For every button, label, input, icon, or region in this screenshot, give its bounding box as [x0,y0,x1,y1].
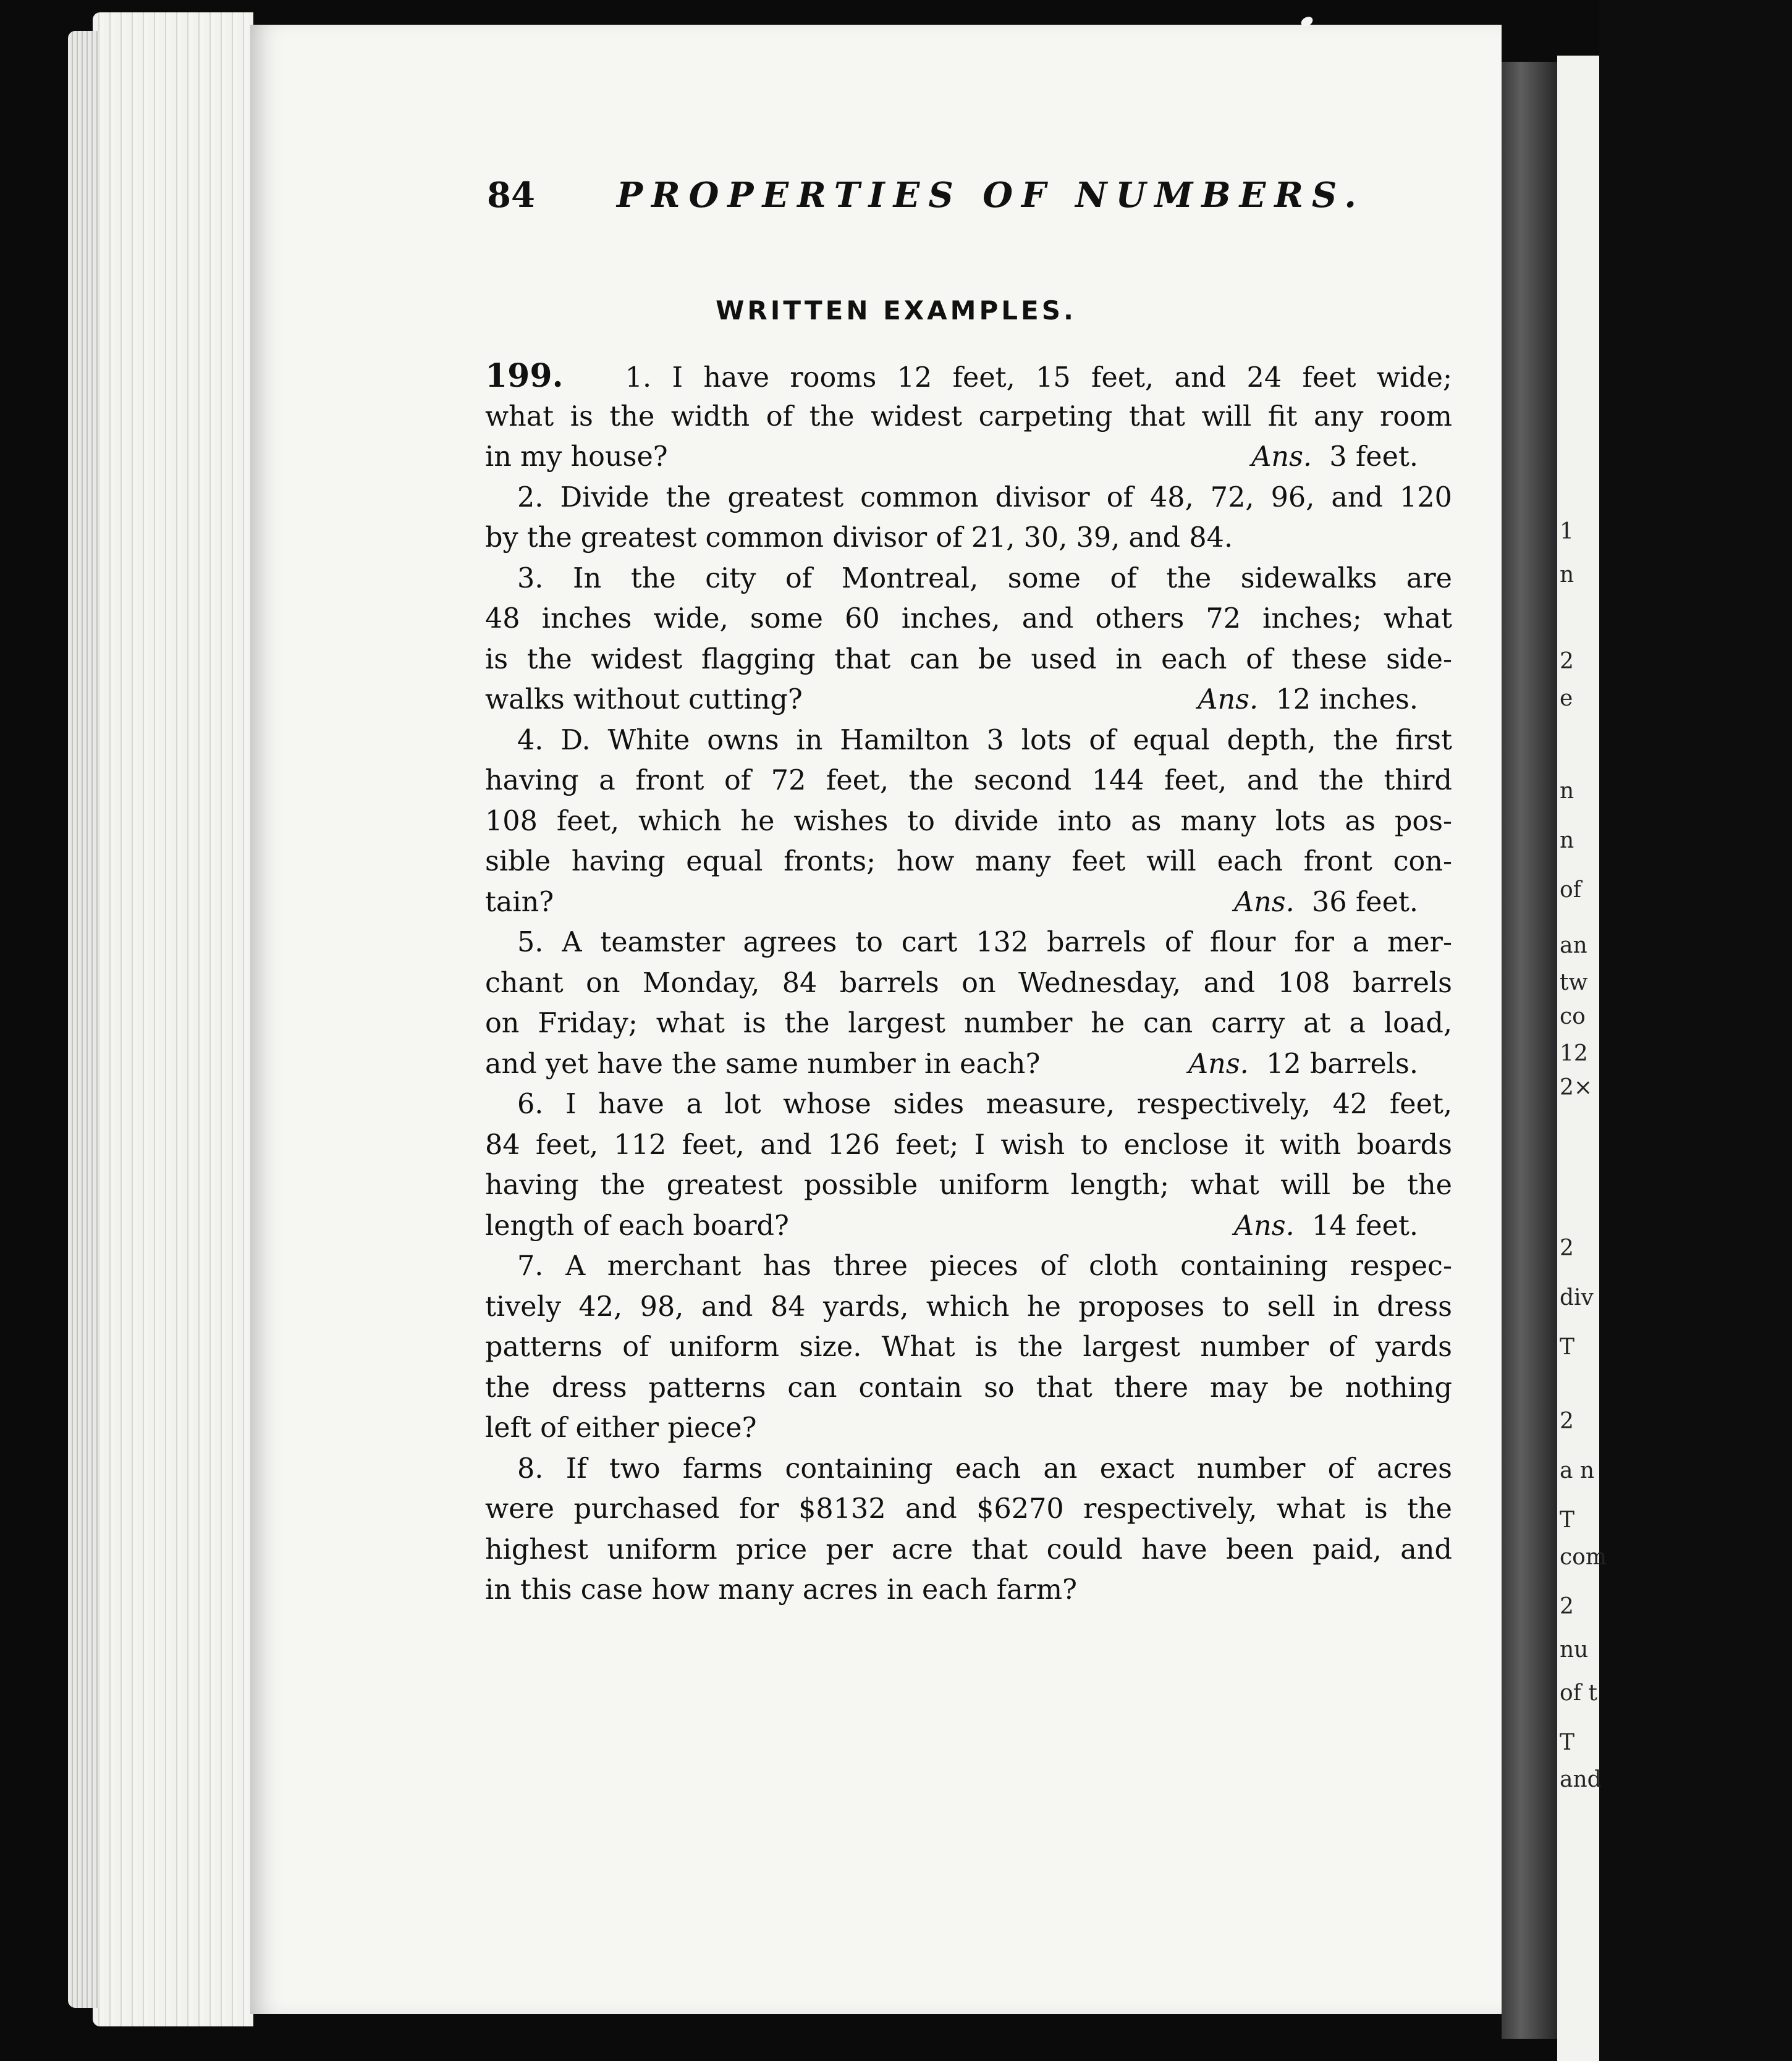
adjacent-page-text: 2 [1560,649,1574,674]
example-2-line-2: by the greatest common divisor of 21, 30, 39, and 84. [485,522,1233,554]
example-7-line-4: the dress patterns can contain so that there may be nothing [485,1372,1452,1404]
example-5-line-2: chant on Monday, 84 barrels on Wednesday, and 108 barrels [485,967,1452,999]
example-1-line-3: in my house? Ans. 3 feet. [485,437,1452,478]
adjacent-page-text: 2× [1560,1075,1593,1100]
example-4-line-2: having a front of 72 feet, the second 144 feet, and the third [485,765,1452,796]
adjacent-page-text: T [1560,1507,1575,1533]
adjacent-page-text: nu [1560,1637,1589,1663]
example-4-line-1: 4. D. White owns in Hamilton 3 lots of equal depth, the first [517,724,1452,756]
adjacent-page-text: T [1560,1730,1575,1755]
example-7-line-1: 7. A merchant has three pieces of cloth containing respec- [517,1250,1452,1282]
adjacent-page-text: 2 [1560,1236,1574,1261]
article-number: 199. [485,357,564,395]
example-3-line-3: is the widest flagging that can be used in each of these side- [485,643,1452,675]
adjacent-page-text: and [1560,1767,1602,1792]
example-8-line-3: highest uniform price per acre that could have been paid, and [485,1533,1452,1566]
example-6-line-4: length of each board? Ans. 14 feet. [485,1206,1452,1247]
example-4-line-5: tain? Ans. 36 feet. [485,882,1452,923]
example-4-line-3: 108 feet, which he wishes to divide into as many lots as pos- [485,805,1452,837]
adjacent-page-text: an [1560,933,1587,958]
adjacent-page-text: com [1560,1545,1607,1570]
example-5-line-3: on Friday; what is the largest number he can carry at a load, [485,1008,1452,1039]
example-4-answer: Ans. 36 feet. [1233,886,1418,918]
adjacent-page-text: T [1560,1334,1575,1360]
examples-text [485,356,1452,1611]
adjacent-page-text: co [1560,1004,1586,1029]
example-6-line-1: 6. I have a lot whose sides measure, respectively, 42 feet, [517,1089,1452,1120]
adjacent-page-text: e [1560,686,1573,711]
example-6-line-2: 84 feet, 112 feet, and 126 feet; I wish to enclose it with boards [485,1129,1452,1161]
example-3-answer: Ans. 12 inches. [1198,684,1418,715]
running-title: PROPERTIES OF NUMBERS. [617,175,1365,216]
example-4-line-4: sible having equal fronts; how many feet will each front con- [485,846,1452,877]
example-1-answer: Ans. 3 feet. [1251,441,1418,473]
example-3-line-1: 3. In the city of Montreal, some of the sidewalks are [517,562,1452,594]
example-1-line-1: 199. 1. I have rooms 12 feet, 15 feet, and 24 feet wide; [485,357,1452,395]
section-title: WRITTEN EXAMPLES. [716,295,1076,326]
adjacent-page-text: 2 [1560,1594,1574,1619]
example-7-line-2: tively 42, 98, and 84 yards, which he proposes to sell in dress [485,1291,1452,1323]
example-8-line-4: in this case how many acres in each farm? [485,1574,1077,1606]
example-6-answer: Ans. 14 feet. [1233,1210,1418,1242]
example-5-line-4: and yet have the same number in each? Ans. 12 barrels. [485,1044,1452,1085]
adjacent-page-text: 1 [1560,519,1574,544]
adjacent-page-fragment [1557,56,1607,2061]
adjacent-page-text: tw [1560,970,1588,995]
example-7-line-5: left of either piece? [485,1412,757,1444]
adjacent-page-text: n [1560,828,1574,853]
example-8-line-2: were purchased for $8132 and $6270 respectively, what is the [485,1493,1452,1525]
adjacent-page-text: of [1560,877,1581,903]
example-5-line-1: 5. A teamster agrees to cart 132 barrels of flour for a mer- [517,927,1452,958]
example-3-line-4: walks without cutting? Ans. 12 inches. [485,680,1452,720]
adjacent-page-text: 2 [1560,1409,1574,1434]
example-6-line-3: having the greatest possible uniform length; what will be the [485,1170,1452,1201]
adjacent-page-text: n [1560,562,1574,588]
page-number: 84 [487,175,535,216]
example-3-line-2: 48 inches wide, some 60 inches, and others 72 inches; what [485,603,1452,634]
example-2-line-1: 2. Divide the greatest common divisor of 48, 72, 96, and 120 [517,481,1452,513]
running-header [487,175,1365,218]
adjacent-page-text: div [1560,1285,1594,1310]
adjacent-page-text: n [1560,778,1574,804]
adjacent-page-text: of t [1560,1680,1597,1706]
example-7-line-3: patterns of uniform size. What is the largest number of yards [485,1331,1452,1363]
adjacent-page-text: a n [1560,1458,1595,1483]
example-1-line-2: what is the width of the widest carpeting that will fit any room [485,400,1452,432]
example-5-answer: Ans. 12 barrels. [1188,1048,1418,1080]
adjacent-page-text: 12 [1560,1041,1588,1066]
example-8-line-1: 8. If two farms containing each an exact number of acres [517,1452,1452,1485]
